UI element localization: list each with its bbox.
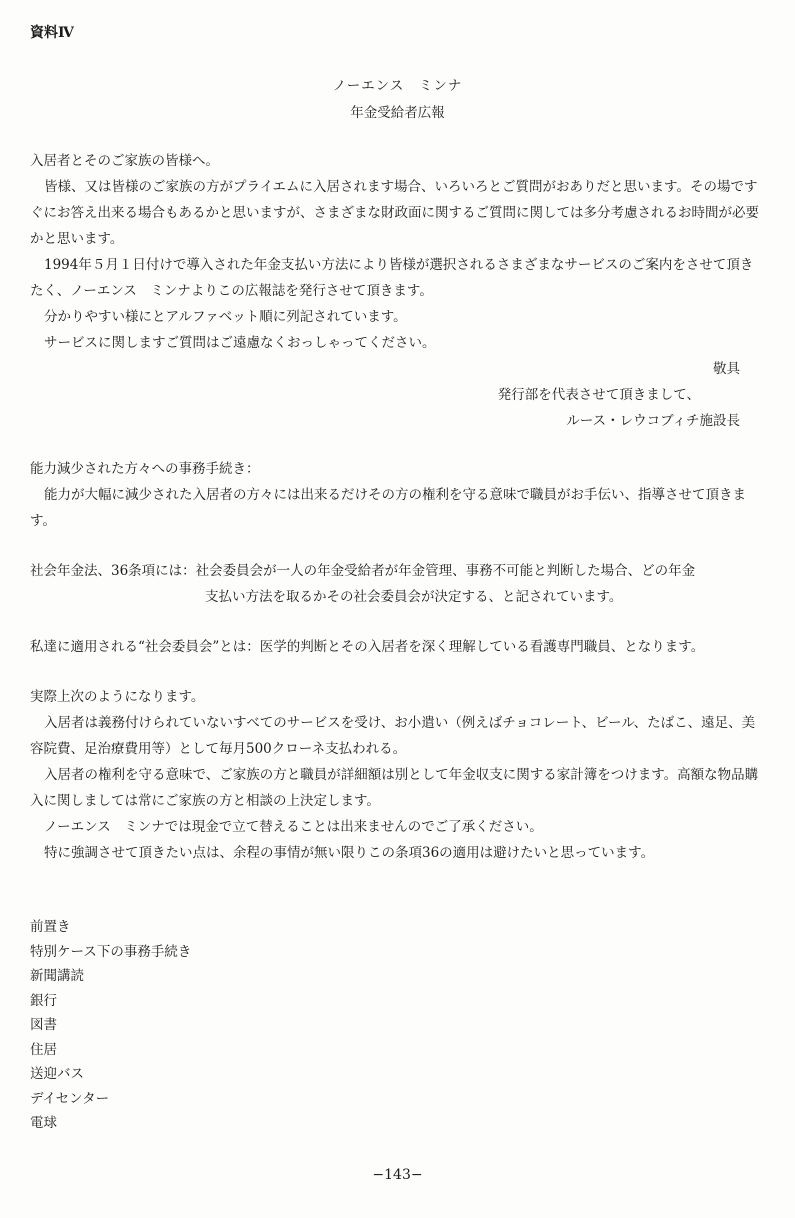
section-reduced-capacity xyxy=(30,456,760,534)
practice-section xyxy=(30,684,760,866)
closing-signatory: ルース・レウコブィチ施設長 xyxy=(566,413,740,429)
list-item: デイセンター xyxy=(30,1090,110,1107)
practice-paragraph: ノーエンス ミンナでは現金で立て替えることは出来ませんのでご了承ください。 xyxy=(44,819,543,835)
intro-paragraph: 1994年５月１日付けで導入された年金支払い方法により皆様が選択されるさまざまなサービスのご案内をさせて頂きたく、ノーエンス ミンナよりこの広報誌を発行させて頂きます。 xyxy=(30,257,754,299)
practice-paragraph: 特に強調させて頂きたい点は、余程の事情が無い限りこの条項36の適用は避けたいと思っています。 xyxy=(44,845,655,861)
list-item: 銀行 xyxy=(30,992,57,1009)
practice-heading: 実際上次のようになります。 xyxy=(30,689,205,705)
list-item: 電球 xyxy=(30,1115,57,1131)
closing-block xyxy=(340,356,740,434)
law-citation xyxy=(30,558,760,610)
greeting: 入居者とそのご家族の皆様へ。 xyxy=(30,153,219,169)
law-line: 支払い方法を取るかその社会委員会が決定する、と記されています。 xyxy=(205,589,623,605)
list-item: 特別ケース下の事務手続き xyxy=(30,943,192,960)
intro-section xyxy=(30,148,760,356)
intro-paragraph: サービスに関しますご質問はご遠慮なくおっしゃってください。 xyxy=(44,335,436,351)
intro-paragraph: 分かりやすい様にとアルファベット順に列記されています。 xyxy=(44,309,407,325)
list-item: 新聞講読 xyxy=(30,968,84,984)
practice-paragraph: 入居者は義務付けられていないすべてのサービスを受け、お小遣い（例えばチョコレート、ビール、たばこ、遠足、美容院費、足治療費用等）として毎月500クローネ支払われる。 xyxy=(30,715,756,757)
page-number: −143− xyxy=(372,1167,423,1183)
list-item: 前置き xyxy=(30,919,71,935)
list-item: 図書 xyxy=(30,1017,57,1033)
closing-on-behalf: 発行部を代表させて頂きまして、 xyxy=(497,387,700,403)
document-title: 年金受給者広報 xyxy=(350,105,445,121)
committee-definition xyxy=(30,634,760,660)
topic-list xyxy=(30,915,191,1136)
law-line: 社会年金法、36条項には：社会委員会が一人の年金受給者が年金管理、事務不可能と判断した場合、どの年金 xyxy=(30,563,696,579)
list-item: 送迎バス xyxy=(30,1066,84,1082)
publisher-name: ノーエンス ミンナ xyxy=(332,78,463,94)
section-heading: 能力減少された方々への事務手続き： xyxy=(30,461,260,477)
definition-text: 私達に適用される“社会委員会”とは：医学的判断とその入居者を深く理解している看護専門職員、となります。 xyxy=(30,639,705,655)
list-item: 住居 xyxy=(30,1041,57,1058)
intro-paragraph: 皆様、又は皆様のご家族の方がプライエムに入居されます場合、いろいろとご質問がおありだと思います。その場ですぐにお答え出来る場合もあるかと思いますが、さまざまな財政面に関するご質問に関しては多分考慮されるお時間が必要かと思います。 xyxy=(30,179,759,247)
section-body: 能力が大幅に減少された入居者の方々には出来るだけその方の権利を守る意味で職員がお手伝い、指導させて頂きます。 xyxy=(30,487,746,529)
closing-salutation: 敬具 xyxy=(713,361,740,377)
practice-paragraph: 入居者の権利を守る意味で、ご家族の方と職員が詳細額は別として年金収支に関する家計簿をつけます。高額な物品購入に関しましては常にご家族の方と相談の上決定します。 xyxy=(30,767,759,809)
appendix-label: 資料Ⅳ xyxy=(30,25,74,41)
